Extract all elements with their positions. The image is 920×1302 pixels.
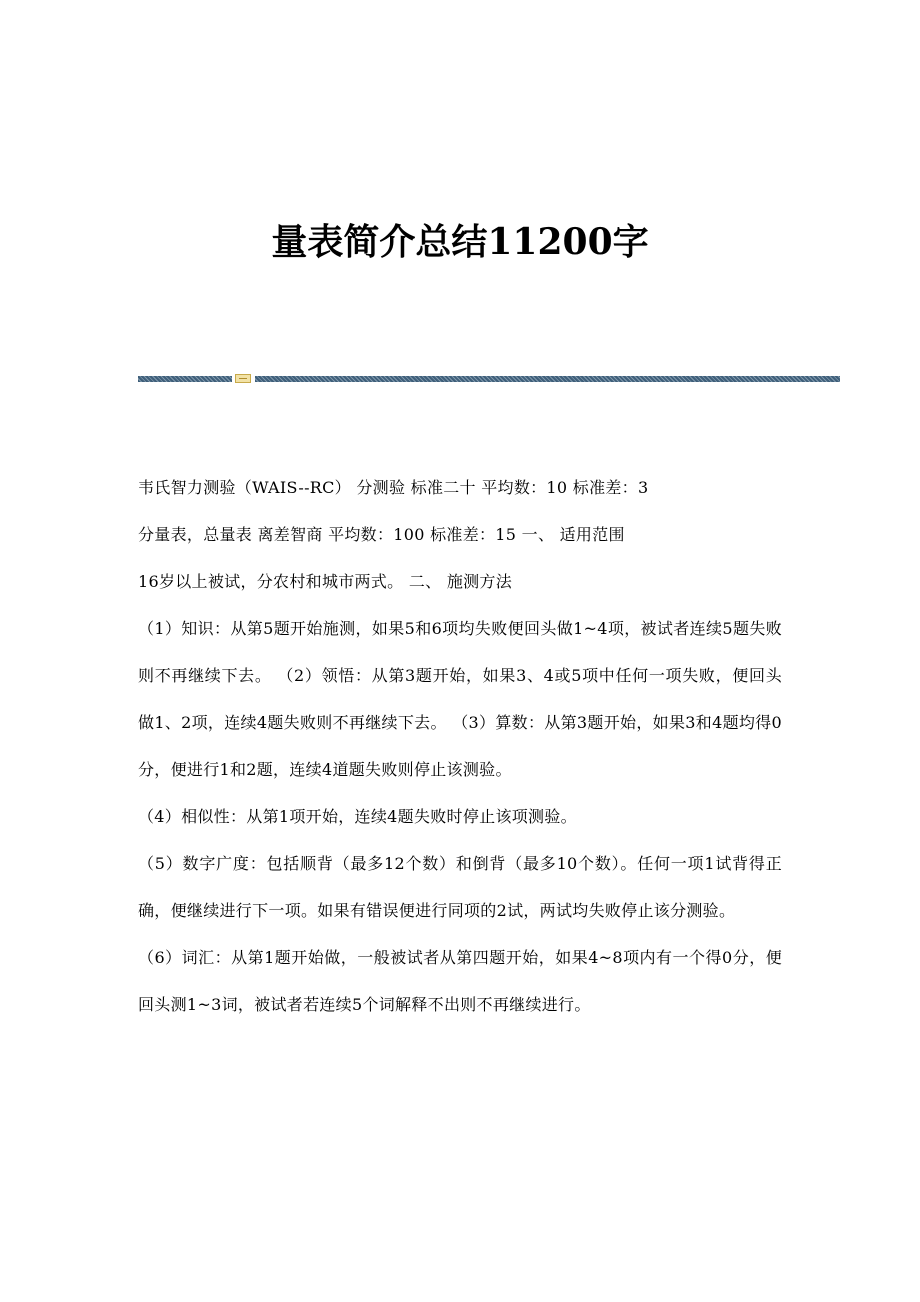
divider-ornament-icon — [235, 374, 251, 383]
paragraph-applicable-range: 16岁以上被试，分农村和城市两式。 二、 施测方法 — [138, 572, 513, 591]
paragraph-method-6: （6）词汇：从第1题开始做，一般被试者从第四题开始，如果4~8项内有一个得0分，便回头测1~3词，被试者若连续5个词解释不出则不再继续进行。 — [138, 948, 782, 1014]
document-title: 量表简介总结11200字 — [271, 221, 649, 263]
divider-bar-right — [255, 376, 840, 382]
paragraph-method-5: （5）数字广度：包括顺背（最多12个数）和倒背（最多10个数）。任何一项1试背得正确，便继续进行下一项。如果有错误便进行同项的2试，两试均失败停止该分测验。 — [138, 854, 782, 920]
paragraph-method-1-3: （1）知识：从第5题开始施测，如果5和6项均失败便回头做1~4项，被试者连续5题失败则不再继续下去。 （2）领悟：从第3题开始，如果3、4或5项中任何一项失败，便回头做1、2项，连续4题失败则不再继续下去。 （3）算数：从第3题开始，如果3和4题均得0分，便进行1和2题，连续4道题失败则停止该测验。 — [138, 619, 782, 779]
paragraph-wais-intro: 韦氏智力测验（WAIS--RC） 分测验 标准二十 平均数：10 标准差：3 — [138, 478, 649, 497]
divider-bar-left — [138, 376, 232, 382]
title-divider — [138, 374, 840, 383]
paragraph-scale-summary: 分量表，总量表 离差智商 平均数：100 标准差：15 一、 适用范围 — [138, 525, 625, 544]
document-body — [138, 464, 782, 1028]
paragraph-method-4: （4）相似性：从第1项开始，连续4题失败时停止该项测验。 — [138, 807, 577, 826]
